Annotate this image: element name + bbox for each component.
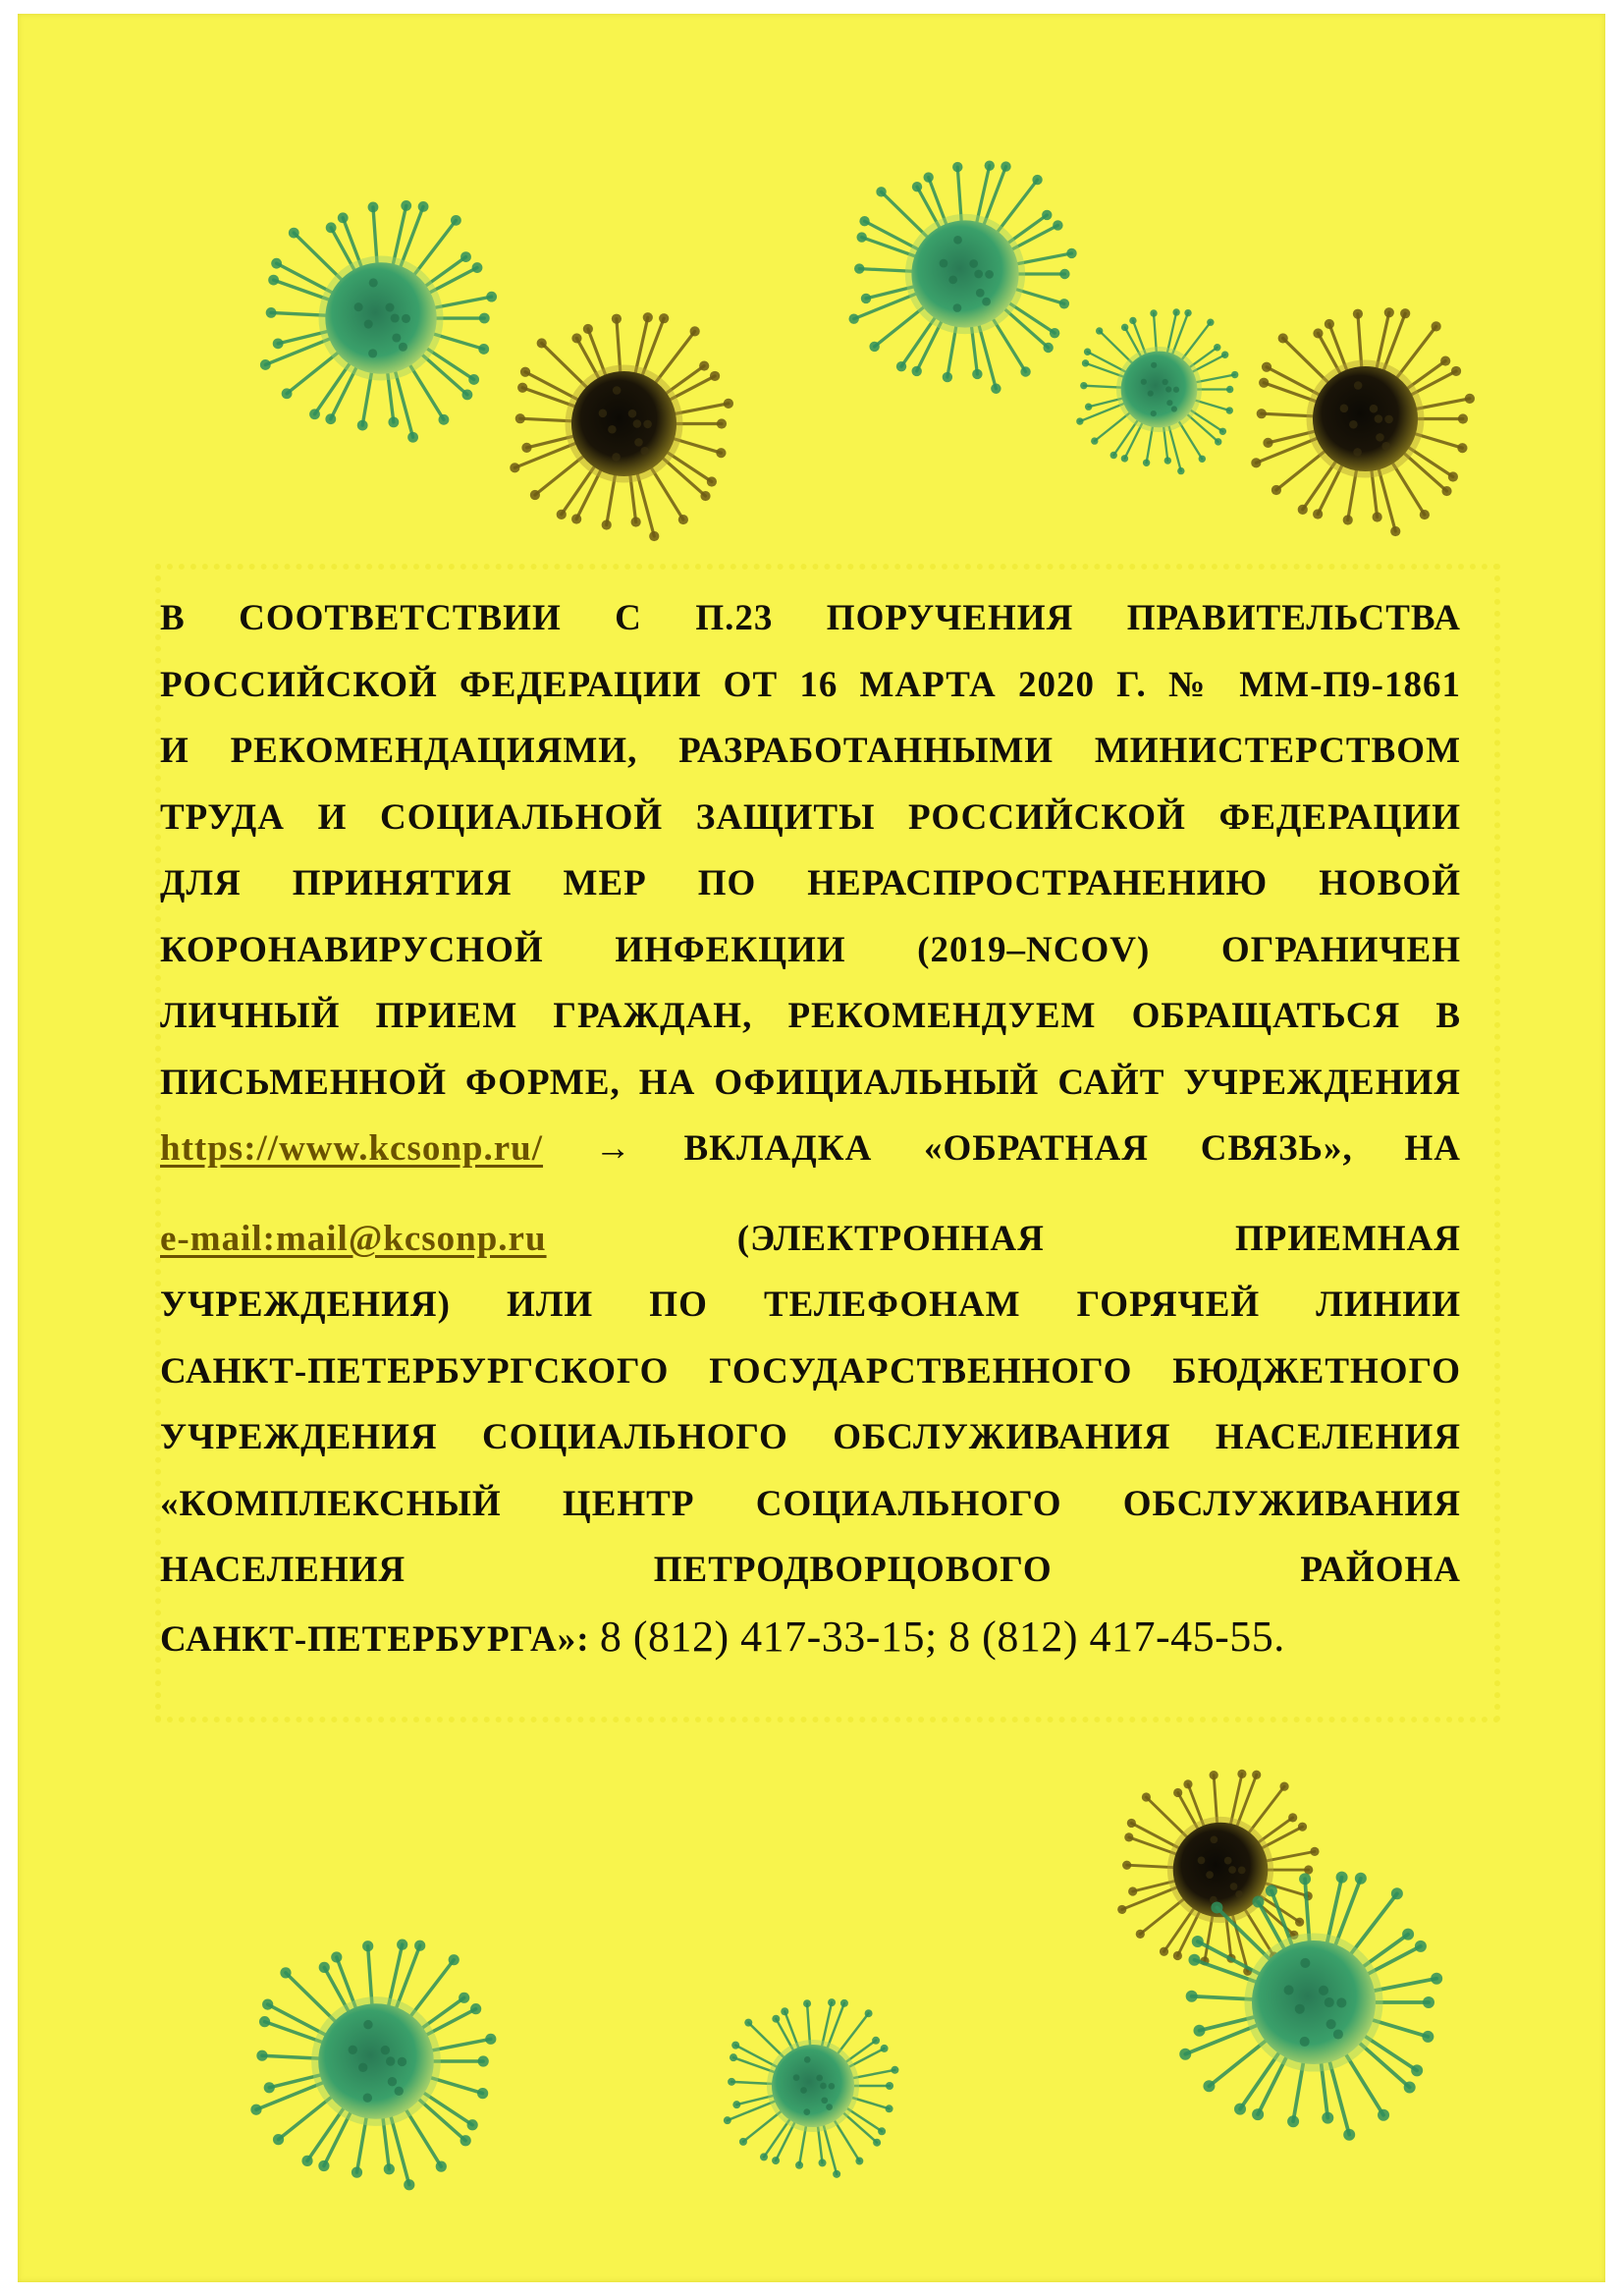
notice-text-block [160, 585, 1461, 1669]
notice-line: В СООТВЕТСТВИИ С П.23 ПОРУЧЕНИЯ ПРАВИТЕЛЬСТВА [160, 598, 1461, 638]
virus-illustration-green-bottom-left [239, 1924, 514, 2199]
email-tail-1: (ЭЛЕКТРОННАЯ [736, 1218, 1045, 1259]
notice-line: УЧРЕЖДЕНИЯ) ИЛИ ПО ТЕЛЕФОНАМ ГОРЯЧЕЙ ЛИНИИ [160, 1285, 1461, 1325]
notice-line: ДЛЯ ПРИНЯТИЯ МЕР ПО НЕРАСПРОСТРАНЕНИЮ НОВОЙ [160, 863, 1461, 903]
notice-line: РОССИЙСКОЙ ФЕДЕРАЦИИ ОТ 16 МАРТА 2020 Г. № ММ-П9-1861 [160, 664, 1461, 705]
virus-illustration-green-small-bottom-center [715, 1988, 911, 2184]
notice-line: И РЕКОМЕНДАЦИЯМИ, РАЗРАБОТАННЫМИ МИНИСТЕРСТВОМ [160, 731, 1461, 771]
city-label: САНКТ-ПЕТЕРБУРГА»: [160, 1618, 590, 1660]
virus-illustration-green-small-top-right [1068, 299, 1250, 480]
website-link[interactable]: https://www.kcsonp.ru/ [160, 1128, 544, 1169]
notice-line: САНКТ-ПЕТЕРБУРГСКОГО ГОСУДАРСТВЕННОГО БЮДЖЕТНОГО [160, 1350, 1461, 1392]
email-link[interactable]: e-mail:mail@kcsonp.ru [160, 1218, 547, 1259]
notice-word-na: НА [1404, 1128, 1461, 1169]
notice-line: УЧРЕЖДЕНИЯ СОЦИАЛЬНОГО ОБСЛУЖИВАНИЯ НАСЕЛЕНИЯ [160, 1417, 1461, 1457]
notice-line: ТРУДА И СОЦИАЛЬНОЙ ЗАЩИТЫ РОССИЙСКОЙ ФЕДЕРАЦИИ [160, 796, 1461, 838]
virus-illustration-dark-top-left [499, 299, 749, 549]
virus-illustration-green-bottom-right [1166, 1855, 1461, 2150]
virus-illustration-green-top-center [838, 146, 1093, 402]
virus-illustration-dark-top-right [1240, 294, 1490, 544]
email-tail-2: ПРИЕМНАЯ [1235, 1218, 1461, 1259]
notice-line-email [160, 1206, 1461, 1273]
notice-line-site [160, 1116, 1461, 1182]
virus-illustration-green-top-left [248, 186, 514, 451]
website-tab-hint: → ВКЛАДКА «ОБРАТНАЯ СВЯЗЬ», [594, 1128, 1353, 1169]
notice-line: ЛИЧНЫЙ ПРИЕМ ГРАЖДАН, РЕКОМЕНДУЕМ ОБРАЩАТЬСЯ В [160, 996, 1461, 1036]
notice-line: КОРОНАВИРУСНОЙ ИНФЕКЦИИ (2019–NCOV) ОГРАНИЧЕН [160, 929, 1461, 970]
notice-line: ПИСЬМЕННОЙ ФОРМЕ, НА ОФИЦИАЛЬНЫЙ САЙТ УЧРЕЖДЕНИЯ [160, 1062, 1461, 1103]
notice-line: «КОМПЛЕКСНЫЙ ЦЕНТР СОЦИАЛЬНОГО ОБСЛУЖИВАНИЯ [160, 1483, 1461, 1524]
notice-line: НАСЕЛЕНИЯ ПЕТРОДВОРЦОВОГО РАЙОНА [160, 1550, 1461, 1590]
hotline-phone-numbers: 8 (812) 417-33-15; 8 (812) 417-45-55. [599, 1612, 1285, 1661]
notice-line-phones [160, 1604, 1461, 1670]
